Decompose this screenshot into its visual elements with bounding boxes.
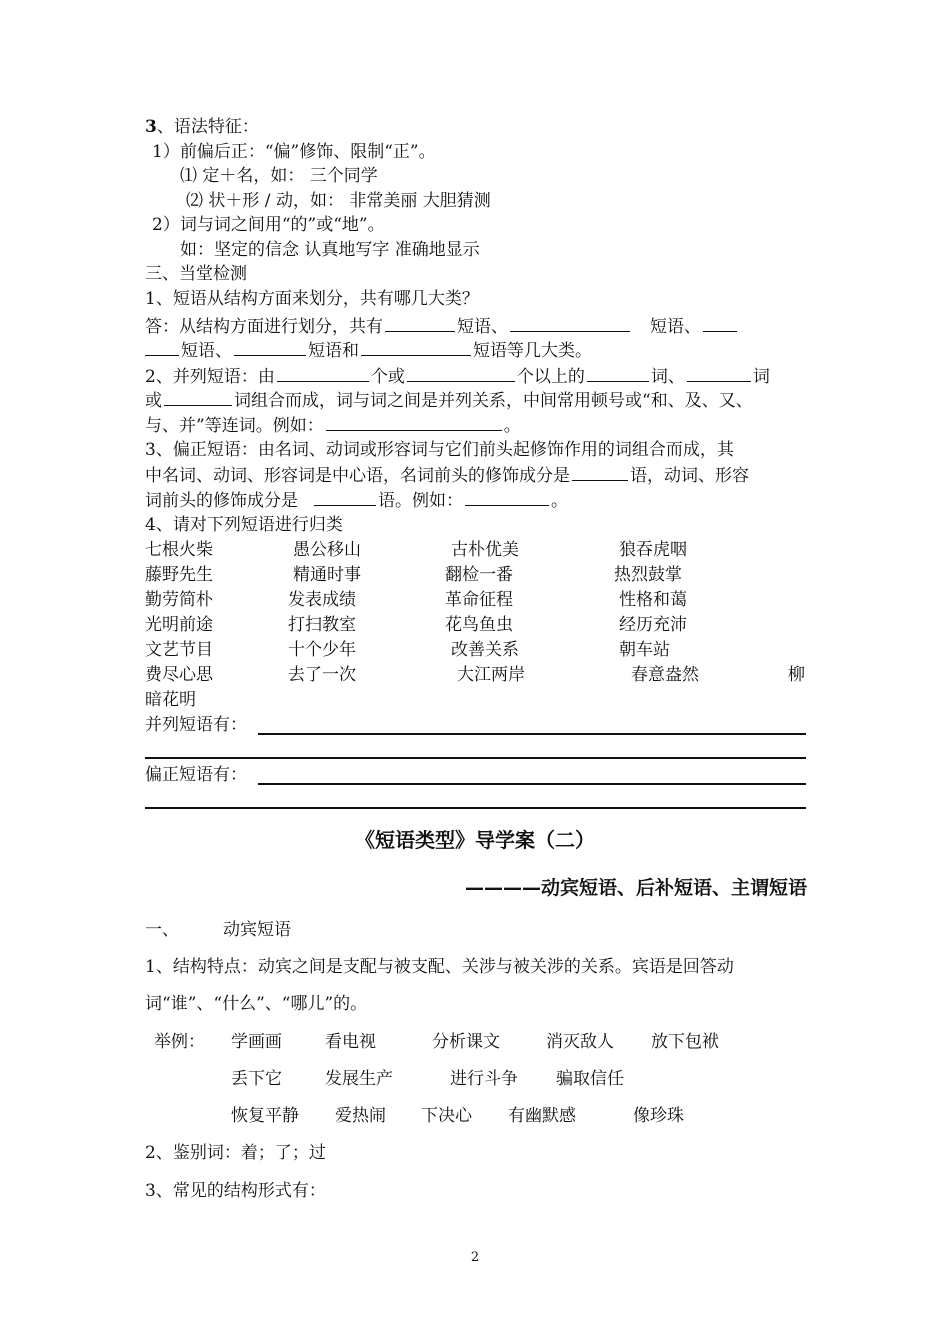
question-4: 4、请对下列短语进行归类 — [145, 515, 343, 535]
question-1: 1、短语从结构方面来划分，共有哪几大类？ — [145, 289, 479, 309]
answer-1-line-2: 短语、 短语和 短语等几大类。 — [145, 339, 592, 362]
question-2-line-2: 或 词组合而成，词与词之间是并列关系，中间常用顿号或“和、及、又、 — [145, 391, 753, 411]
blank[interactable] — [385, 315, 455, 332]
question-3-line-1: 3、偏正短语：由名词、动词或形容词与它们前头起修饰作用的词组合而成，其 — [145, 440, 734, 460]
example-item: 消灭敌人 — [546, 1032, 614, 1052]
example-item: 学画画 — [231, 1032, 282, 1052]
phrase-item: 十个少年 — [288, 640, 356, 660]
blank[interactable] — [572, 464, 628, 481]
phrase-item: 花鸟鱼虫 — [445, 615, 513, 635]
phrase-item: 春意盎然 — [631, 665, 699, 685]
phrase-item: 翻检一番 — [445, 565, 513, 585]
example-item: 骗取信任 — [556, 1069, 624, 1089]
phrase-item: 朝车站 — [619, 640, 670, 660]
example-item: 分析课文 — [432, 1032, 500, 1052]
blank[interactable] — [510, 315, 630, 332]
blank[interactable] — [407, 365, 515, 382]
example-label: 举例： — [154, 1032, 205, 1052]
grammar-point-1: 1）前偏后正：“偏”修饰、限制“正”。 — [152, 142, 436, 162]
example-item: 有幽默感 — [508, 1106, 576, 1126]
phrase-item: 勤劳简朴 — [145, 590, 213, 610]
example-item: 看电视 — [325, 1032, 376, 1052]
example-item: 爱热闹 — [335, 1106, 386, 1126]
feature-2: 2、鉴别词：着；了；过 — [145, 1143, 326, 1163]
blank[interactable] — [277, 365, 369, 382]
phrase-item: 热烈鼓掌 — [614, 565, 682, 585]
grammar-point-2: 2）词与词之间用“的”或“地”。 — [152, 215, 385, 235]
section-subtitle: ————动宾短语、后补短语、主谓短语 — [464, 877, 807, 899]
phrase-item: 费尽心思 — [145, 665, 213, 685]
grammar-point-2-example: 如：坚定的信念 认真地写字 准确地显示 — [180, 240, 480, 260]
modifier-phrases-label: 偏正短语有： — [145, 765, 247, 785]
phrase-item: 古朴优美 — [451, 540, 519, 560]
question-2-line-1: 2、并列短语：由 个或 个以上的 词、 词 — [145, 367, 770, 387]
grammar-point-1a: ⑴ 定＋名，如： 三个同学 — [180, 166, 378, 186]
grammar-heading: 3、语法特征： — [145, 117, 259, 137]
blank[interactable] — [145, 339, 179, 356]
example-item: 放下包袱 — [651, 1032, 719, 1052]
phrase-item: 改善关系 — [451, 640, 519, 660]
phrase-item: 愚公移山 — [293, 540, 361, 560]
example-item: 恢复平静 — [231, 1106, 299, 1126]
phrase-item: 大江两岸 — [457, 665, 525, 685]
blank[interactable] — [587, 365, 649, 382]
blank[interactable] — [687, 365, 751, 382]
blank[interactable] — [465, 489, 549, 506]
example-item: 进行斗争 — [450, 1069, 518, 1089]
phrase-item: 七根火柴 — [145, 540, 213, 560]
phrase-item: 柳 — [788, 665, 805, 685]
phrase-item-wrap: 暗花明 — [145, 690, 196, 710]
parallel-phrases-label: 并列短语有： — [145, 715, 247, 735]
blank[interactable] — [326, 414, 502, 431]
feature-1-line-2: 词“谁”、“什么”、“哪儿”的。 — [145, 994, 368, 1014]
feature-1-line-1: 1、结构特点：动宾之间是支配与被支配、关涉与被关涉的关系。宾语是回答动 — [145, 957, 734, 977]
phrase-item: 打扫教室 — [288, 615, 356, 635]
blank[interactable] — [164, 389, 232, 406]
example-item: 下决心 — [421, 1106, 472, 1126]
blank[interactable] — [314, 489, 376, 506]
phrase-item: 去了一次 — [288, 665, 356, 685]
blank[interactable] — [361, 339, 471, 356]
phrase-item: 革命征程 — [445, 590, 513, 610]
question-3-line-2: 中名词、动词、形容词是中心语，名词前头的修饰成分是 语，动词、形容 — [145, 466, 749, 486]
phrase-item: 发表成绩 — [288, 590, 356, 610]
example-item: 发展生产 — [325, 1069, 393, 1089]
blank[interactable] — [703, 315, 737, 332]
blank[interactable] — [234, 339, 306, 356]
answer-line[interactable] — [145, 757, 806, 759]
phrase-item: 文艺节目 — [145, 640, 213, 660]
section-title: 《短语类型》导学案（二） — [355, 828, 595, 852]
phrase-item: 光明前途 — [145, 615, 213, 635]
phrase-item: 藤野先生 — [145, 565, 213, 585]
page-number: 2 — [470, 1250, 480, 1265]
phrase-item: 经历充沛 — [619, 615, 687, 635]
answer-line[interactable] — [145, 807, 806, 809]
answer-line[interactable] — [258, 733, 806, 735]
phrase-item: 狼吞虎咽 — [619, 540, 687, 560]
check-heading: 三、当堂检测 — [145, 264, 247, 284]
section-1-heading: 一、 动宾短语 — [145, 920, 291, 940]
question-2-line-3: 与、并”等连词。例如： 。 — [145, 416, 521, 436]
example-item: 像珍珠 — [633, 1106, 684, 1126]
answer-1-line-1: 答：从结构方面进行划分，共有 短语、 短语、 — [145, 315, 739, 338]
answer-line[interactable] — [258, 783, 806, 785]
grammar-point-1b: ⑵ 状＋形 / 动，如： 非常美丽 大胆猜测 — [186, 191, 491, 211]
phrase-item: 性格和蔼 — [619, 590, 687, 610]
phrase-item: 精通时事 — [293, 565, 361, 585]
question-3-line-3: 词前头的修饰成分是 语。例如： 。 — [145, 491, 568, 511]
example-item: 丢下它 — [231, 1069, 282, 1089]
feature-3: 3、常见的结构形式有： — [145, 1181, 326, 1201]
